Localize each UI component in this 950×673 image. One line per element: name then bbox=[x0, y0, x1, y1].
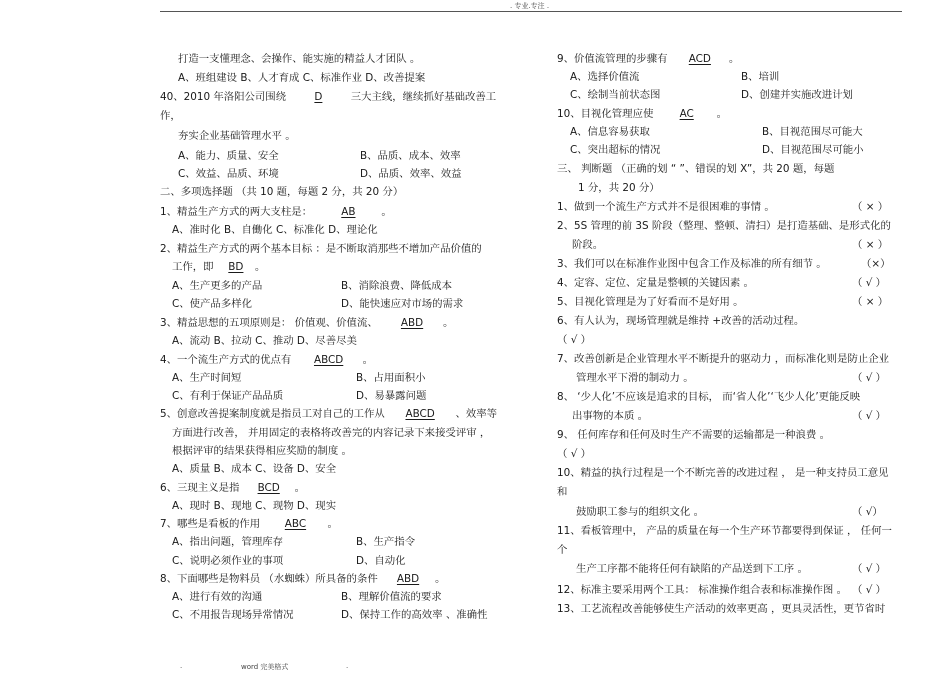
judgement-2: 2、5S 管理的前 3S 阶段（整理、整顿、清扫）是打造基础、是形式化的 bbox=[557, 220, 891, 232]
answer-blank: ABD bbox=[396, 573, 420, 585]
section-title-multiple-choice: 二、多项选择题 （共 10 题，每题 2 分，共 20 分） bbox=[160, 186, 404, 198]
question-8 bbox=[160, 573, 445, 586]
judgement-11: 11、看板管理中， 产品的质量在每一个生产环节都要得到保证 ， 任何一 bbox=[557, 525, 892, 537]
judgement-1: 1、做到一个流生产方式并不是很困难的事情 。 bbox=[557, 201, 775, 213]
judgement-9: 9、 任何库存和任何及时生产不需要的运输都是一种浪费 。 bbox=[557, 429, 830, 441]
judgement-4: 4、定容、定位、定量是整顿的关键因素 。 bbox=[557, 277, 754, 289]
option-d: D、目视范围尽可能小 bbox=[762, 144, 864, 156]
answer-blank: BCD bbox=[257, 482, 280, 494]
judgement-mark: （×） bbox=[861, 258, 891, 270]
question-text: 9、价值流管理的步骤有 bbox=[557, 53, 668, 65]
text-line: 打造一支懂理念、会操作、能实施的精益人才团队 。 bbox=[178, 53, 421, 65]
text-line: 作， bbox=[160, 110, 181, 122]
answer-blank: AC bbox=[679, 108, 694, 120]
option-b: B、品质、成本、效率 bbox=[360, 150, 461, 162]
answer-blank: D bbox=[314, 91, 323, 103]
section-title-true-false: 三、 判断题 （正确的划 “ ”、错误的划 X”，共 20 题，每题 bbox=[557, 163, 835, 175]
judgement-10-cont: 鼓励职工参与的组织文化 。 bbox=[576, 506, 704, 518]
option-c: C、不用报告现场异常情况 bbox=[172, 609, 294, 621]
judgement-3: 3、我们可以在标准作业图中包含工作及标准的所有细节 。 bbox=[557, 258, 827, 270]
question-text: 。 bbox=[716, 108, 728, 120]
question-text: 10、目视化管理应使 bbox=[557, 108, 654, 120]
judgement-11-cont: 个 bbox=[557, 544, 568, 556]
question-text: 三大主线，继续抓好基础改善工 bbox=[350, 91, 497, 103]
answer-blank: AB bbox=[341, 206, 356, 218]
question-text: 1、精益生产方式的两大支柱是： bbox=[160, 206, 313, 218]
question-text: 8、下面哪些是物料员 （水蜘蛛）所具备的条件 bbox=[160, 573, 378, 585]
judgement-12: 12、标准主要采用两个工具： 标准操作组合表和标准操作图 。 bbox=[557, 584, 847, 596]
judgement-mark: （ √ ） bbox=[852, 563, 887, 575]
option-d: D、保持工作的高效率 、准确性 bbox=[341, 609, 488, 621]
question-text: 6、三现主义是指 bbox=[160, 482, 240, 494]
judgement-mark: （ √ ） bbox=[557, 334, 592, 346]
question-7 bbox=[160, 518, 338, 531]
question-1 bbox=[160, 206, 392, 219]
option-a: A、指出问题，管理库存 bbox=[172, 536, 284, 548]
option-d: D、易暴露问题 bbox=[356, 390, 427, 402]
judgement-mark: （ √ ） bbox=[852, 584, 887, 596]
judgement-10: 10、精益的执行过程是一个不断完善的改进过程 ， 是一种支持员工意见 bbox=[557, 467, 889, 479]
question-text: 。 bbox=[327, 518, 338, 530]
answer-blank: ABD bbox=[400, 317, 424, 329]
judgement-8-cont: 出事物的本质 。 bbox=[572, 410, 649, 422]
option-c: C、效益、品质、环境 bbox=[178, 168, 279, 180]
answer-blank: ABCD bbox=[405, 408, 435, 420]
footer-text: word 完美格式 bbox=[241, 663, 289, 671]
judgement-10-cont: 和 bbox=[557, 486, 568, 498]
option-a: A、信息容易获取 bbox=[570, 126, 650, 138]
question-2-cont bbox=[172, 261, 265, 274]
option-d: D、能快速应对市场的需求 bbox=[341, 298, 464, 310]
header-text: . 专业.专注 . bbox=[510, 2, 550, 10]
answer-blank: BD bbox=[228, 261, 244, 273]
option-d: D、创建并实施改进计划 bbox=[741, 89, 853, 101]
option-d: D、自动化 bbox=[356, 555, 406, 567]
question-5 bbox=[160, 408, 497, 421]
judgement-mark: （ × ） bbox=[852, 239, 889, 251]
question-text: 4、一个流生产方式的优点有 bbox=[160, 354, 292, 366]
judgement-7: 7、改善创新是企业管理水平不断提升的驱动力 ，而标准化则是防止企业 bbox=[557, 353, 890, 365]
option-a: A、进行有效的沟通 bbox=[172, 591, 263, 603]
question-text: 工作，即 bbox=[172, 261, 214, 273]
option-b: B、培训 bbox=[741, 71, 780, 83]
option-line: A、流动 B、拉动 C、推动 D、尽善尽美 bbox=[172, 335, 357, 347]
question-9 bbox=[557, 53, 739, 66]
answer-blank: ABCD bbox=[313, 354, 344, 366]
question-text: 。 bbox=[435, 573, 446, 585]
question-text: 。 bbox=[443, 317, 454, 329]
judgement-8: 8、 ‘少人化’不应该是追求的目标， 而‘省人化’‘飞少人化’更能反映 bbox=[557, 391, 861, 403]
judgement-5: 5、目视化管理是为了好看而不是好用 。 bbox=[557, 296, 744, 308]
question-3 bbox=[160, 317, 453, 330]
judgement-13: 13、工艺流程改善能够使生产活动的效率更高 ，更具灵活性，更节省时 bbox=[557, 603, 886, 615]
header-rule bbox=[160, 11, 902, 12]
question-2: 2、精益生产方式的两个基本目标 ：是不断取消那些不增加产品价值的 bbox=[160, 243, 482, 255]
question-text: 40、2010 年洛阳公司围绕 bbox=[160, 91, 287, 103]
option-b: B、目视范围尽可能大 bbox=[762, 126, 863, 138]
option-a: A、选择价值流 bbox=[570, 71, 640, 83]
judgement-mark: （ √） bbox=[852, 506, 883, 518]
judgement-2-cont: 阶段。 bbox=[572, 239, 604, 251]
option-a: A、生产更多的产品 bbox=[172, 280, 263, 292]
question-text: 7、哪些是看板的作用 bbox=[160, 518, 261, 530]
question-text: 。 bbox=[362, 354, 374, 366]
judgement-mark: （ √ ） bbox=[557, 448, 592, 460]
question-10 bbox=[557, 108, 727, 121]
option-a: A、生产时间短 bbox=[172, 372, 242, 384]
option-line: A、准时化 B、自働化 C、标准化 D、理论化 bbox=[172, 224, 378, 236]
option-c: C、有利于保证产品品质 bbox=[172, 390, 284, 402]
judgement-mark: （ √ ） bbox=[852, 410, 887, 422]
option-line: A、现时 B、现地 C、现物 D、现实 bbox=[172, 500, 337, 512]
question-text: 。 bbox=[254, 261, 266, 273]
option-a: A、能力、质量、安全 bbox=[178, 150, 279, 162]
option-c: C、绘制当前状态图 bbox=[570, 89, 661, 101]
question-40 bbox=[160, 91, 496, 104]
option-line: A、质量 B、成本 C、设备 D、安全 bbox=[172, 463, 337, 475]
option-c: C、说明必须作业的事项 bbox=[172, 555, 284, 567]
question-text: 3、精益思想的五项原则是： 价值观、价值流、 bbox=[160, 317, 378, 329]
option-b: B、占用面积小 bbox=[356, 372, 426, 384]
answer-blank: ABC bbox=[284, 518, 307, 530]
question-text: 。 bbox=[294, 482, 306, 494]
option-line: A、班组建设 B、人才育成 C、标准作业 D、改善提案 bbox=[178, 72, 426, 84]
judgement-mark: （ √ ） bbox=[852, 372, 887, 384]
answer-blank: ACD bbox=[688, 53, 711, 65]
option-c: C、突出超标的情况 bbox=[570, 144, 661, 156]
option-b: B、理解价值流的要求 bbox=[341, 591, 442, 603]
option-d: D、品质、效率、效益 bbox=[360, 168, 462, 180]
judgement-mark: （ × ） bbox=[852, 296, 889, 308]
text-line: 夯实企业基础管理水平 。 bbox=[178, 130, 296, 142]
judgement-11-cont: 生产工序都不能将任何有缺陷的产品送到下工序 。 bbox=[576, 563, 808, 575]
footer-left: . bbox=[180, 662, 183, 670]
section-title-true-false-cont: 1 分，共 20 分） bbox=[578, 182, 660, 194]
footer-right: . bbox=[346, 662, 349, 670]
judgement-mark: （ √ ） bbox=[852, 277, 887, 289]
question-text: 、效率等 bbox=[455, 408, 497, 420]
judgement-6: 6、有人认为，现场管理就是维持 +改善的活动过程。 bbox=[557, 315, 805, 327]
text-line: 方面进行改善， 并用固定的表格将改善完的内容记录下来接受评审 ， bbox=[172, 427, 491, 439]
question-4 bbox=[160, 354, 373, 367]
question-6 bbox=[160, 482, 305, 495]
option-c: C、使产品多样化 bbox=[172, 298, 252, 310]
option-b: B、生产指令 bbox=[356, 536, 416, 548]
question-text: 5、创意改善提案制度就是指员工对自己的工作从 bbox=[160, 408, 385, 420]
question-text: 。 bbox=[381, 206, 392, 218]
judgement-7-cont: 管理水平下滑的制动力 。 bbox=[576, 372, 694, 384]
question-text: 。 bbox=[728, 53, 740, 65]
text-line: 根据评审的结果获得相应奖励的制度 。 bbox=[172, 445, 352, 457]
option-b: B、消除浪费、降低成本 bbox=[341, 280, 453, 292]
judgement-mark: （ × ） bbox=[852, 201, 889, 213]
